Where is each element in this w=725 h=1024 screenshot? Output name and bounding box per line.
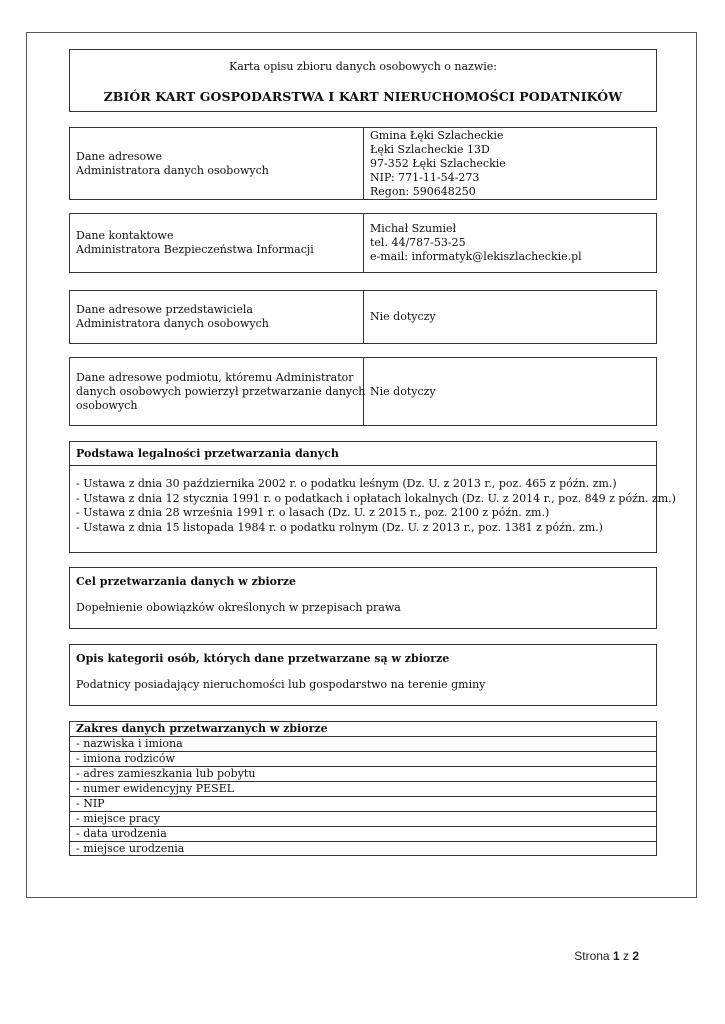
label-line: Dane adresowe — [76, 149, 163, 163]
scope-item: - numer ewidencyjny PESEL — [70, 782, 656, 797]
page-word: Strona — [574, 949, 610, 963]
page-number — [574, 949, 639, 963]
scope-item: - adres zamieszkania lub pobytu — [70, 767, 656, 782]
label-line: Administratora danych osobowych — [76, 163, 269, 177]
label-line: Dane adresowe podmiotu, któremu Administrator — [76, 370, 354, 384]
scope-item: - NIP — [70, 797, 656, 812]
label-line: danych osobowych powierzył przetwarzanie danych — [76, 384, 366, 398]
legal-basis-list — [70, 466, 676, 535]
abi-contact-value — [364, 214, 656, 272]
current-page: 1 — [612, 949, 620, 963]
label-line: Dane kontaktowe — [76, 229, 174, 242]
legal-basis-box — [69, 441, 676, 553]
value-line: NIP: 771-11-54-273 — [370, 170, 480, 184]
value-line: tel. 44/787-53-25 — [370, 236, 466, 249]
value-line: Regon: 590648250 — [370, 184, 476, 198]
total-pages: 2 — [632, 949, 639, 963]
abi-contact-box — [69, 213, 657, 273]
legal-basis-item: - Ustawa z dnia 30 października 2002 r. o podatku leśnym (Dz. U. z 2013 r., poz. 465 z późn. zm.) — [76, 477, 617, 490]
value-line: Michał Szumieł — [370, 222, 457, 235]
legal-basis-item: - Ustawa z dnia 12 stycznia 1991 r. o podatkach i opłatach lokalnych (Dz. U. z 2014 r., poz. 849 z późn. zm.) — [76, 491, 676, 505]
categories-heading: Opis kategorii osób, których dane przetwarzane są w zbiorze — [76, 652, 450, 665]
legal-basis-item: - Ustawa z dnia 15 listopada 1984 r. o podatku rolnym (Dz. U. z 2013 r., poz. 1381 z późn. zm.) — [76, 520, 603, 534]
purpose-text: Dopełnienie obowiązków określonych w przepisach prawa — [76, 601, 401, 614]
purpose-heading: Cel przetwarzania danych w zbiorze — [76, 575, 296, 588]
form-subtitle: Karta opisu zbioru danych osobowych o nazwie: — [228, 60, 497, 73]
scope-item: - imiona rodziców — [70, 752, 656, 767]
value-line: Łęki Szlacheckie 13D — [370, 142, 490, 156]
value-line: Gmina Łęki Szlacheckie — [370, 128, 504, 142]
processor-label — [70, 358, 364, 425]
processor-value — [364, 358, 656, 425]
value-line: 97-352 Łęki Szlacheckie — [370, 156, 506, 170]
legal-basis-heading: Podstawa legalności przetwarzania danych — [70, 442, 656, 466]
admin-address-value — [364, 128, 656, 199]
purpose-box — [69, 567, 657, 629]
legal-basis-item: - Ustawa z dnia 28 września 1991 r. o lasach (Dz. U. z 2015 r., poz. 2100 z późn. zm.) — [76, 506, 550, 519]
categories-text: Podatnicy posiadający nieruchomości lub gospodarstwo na terenie gminy — [76, 678, 486, 691]
label-line: Administratora danych osobowych — [76, 317, 269, 330]
label-line: Dane adresowe przedstawiciela — [76, 303, 253, 316]
scope-item: - data urodzenia — [70, 827, 656, 842]
scope-table — [69, 721, 657, 856]
scope-heading: Zakres danych przetwarzanych w zbiorze — [70, 722, 656, 737]
label-line: Administratora Bezpieczeństwa Informacji — [76, 243, 314, 256]
scope-item: - miejsce pracy — [70, 812, 656, 827]
admin-address-label — [70, 128, 364, 199]
scope-item: - nazwiska i imiona — [70, 737, 656, 752]
value-line: e-mail: informatyk@lekiszlacheckie.pl — [370, 250, 582, 263]
representative-value — [364, 291, 656, 343]
representative-box — [69, 290, 657, 344]
dataset-title: ZBIÓR KART GOSPODARSTWA I KART NIERUCHOMOŚCI PODATNIKÓW — [103, 89, 623, 104]
label-line: osobowych — [76, 398, 138, 412]
representative-label — [70, 291, 364, 343]
abi-contact-label — [70, 214, 364, 272]
processor-box — [69, 357, 657, 426]
value-line: Nie dotyczy — [370, 310, 436, 323]
categories-box — [69, 644, 657, 706]
value-line: Nie dotyczy — [370, 384, 436, 398]
admin-address-box — [69, 127, 657, 200]
of-word: z — [622, 949, 629, 963]
title-box — [69, 49, 657, 112]
scope-item: - miejsce urodzenia — [76, 842, 185, 855]
